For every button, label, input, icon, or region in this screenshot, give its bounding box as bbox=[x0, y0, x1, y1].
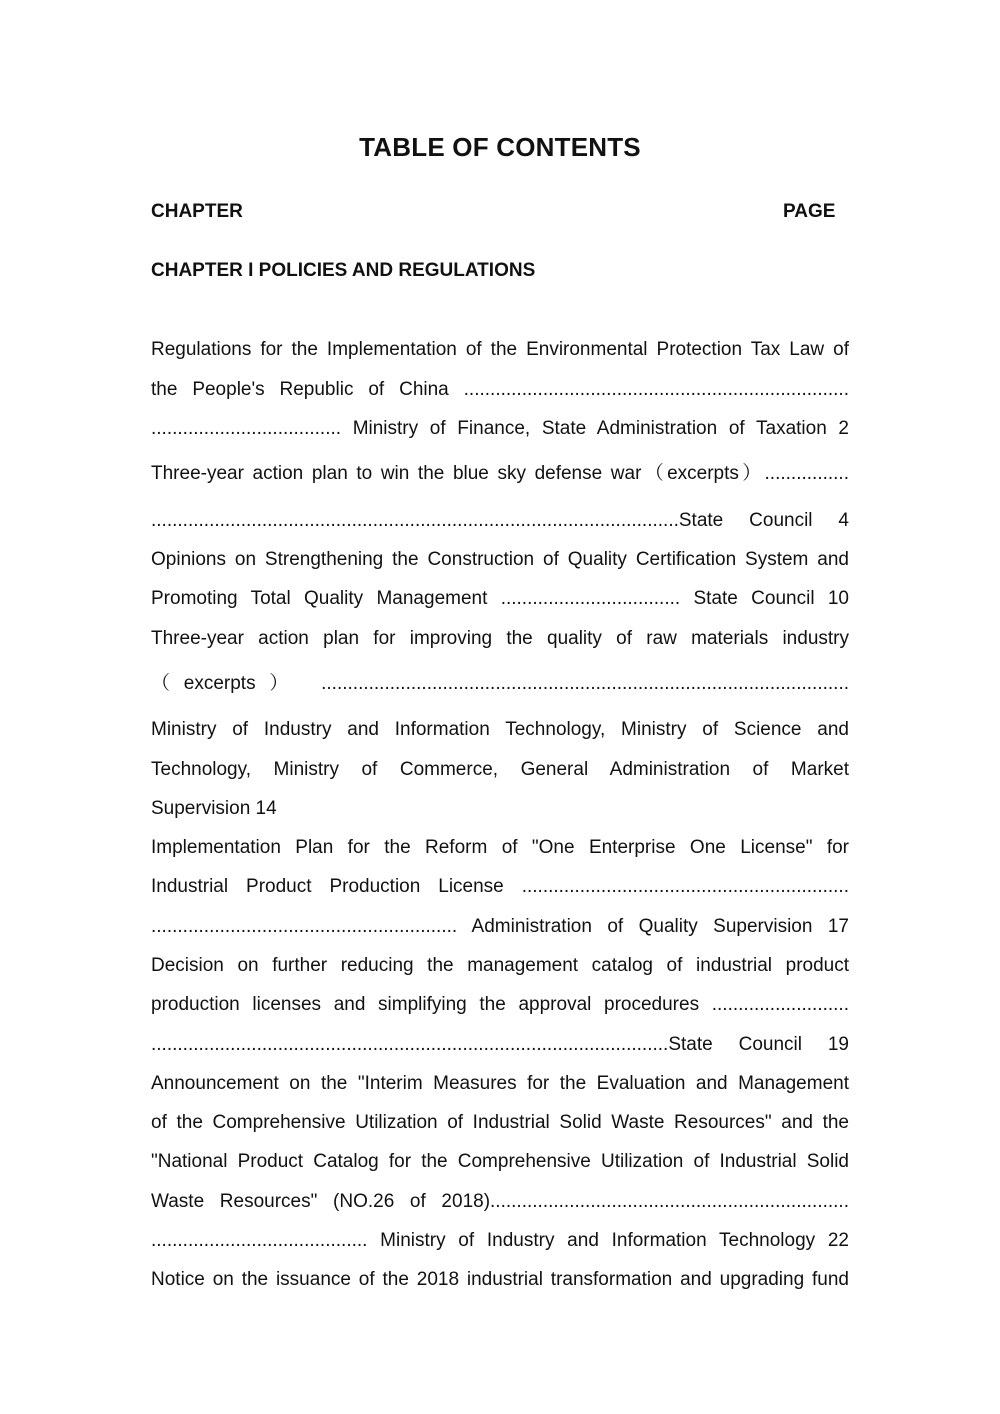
toc-line: .................................... Ministry of Finance, State Administration of Taxation 2 bbox=[151, 418, 849, 439]
toc-line: Industrial Product Production License .............................................................. bbox=[151, 876, 849, 897]
toc-line: Supervision 14 bbox=[151, 798, 277, 819]
page-title: TABLE OF CONTENTS bbox=[359, 132, 641, 162]
toc-line: ..................................................................................................State Council 19 bbox=[151, 1034, 849, 1055]
toc-line: the People's Republic of China ......................................................................... bbox=[151, 379, 849, 400]
toc-line: Notice on the issuance of the 2018 industrial transformation and upgrading fund bbox=[151, 1269, 849, 1290]
toc-line: Regulations for the Implementation of the Environmental Protection Tax Law of bbox=[151, 339, 849, 360]
toc-line: ......................................... Ministry of Industry and Information Technology 22 bbox=[151, 1230, 849, 1251]
toc-line: Three-year action plan for improving the quality of raw materials industry bbox=[151, 628, 849, 649]
toc-line: Technology, Ministry of Commerce, General Administration of Market bbox=[151, 759, 849, 780]
toc-line: of the Comprehensive Utilization of Industrial Solid Waste Resources" and the bbox=[151, 1112, 849, 1133]
toc-line: Opinions on Strengthening the Construction of Quality Certification System and bbox=[151, 549, 849, 570]
toc-line: production licenses and simplifying the approval procedures .......................... bbox=[151, 994, 849, 1015]
section-heading: CHAPTER I POLICIES AND REGULATIONS bbox=[151, 260, 536, 281]
toc-line: Three-year action plan to win the blue sky defense war（excerpts）................ bbox=[151, 463, 849, 484]
toc-line: "National Product Catalog for the Comprehensive Utilization of Industrial Solid bbox=[151, 1151, 849, 1172]
toc-line: Waste Resources" (NO.26 of 2018).................................................................... bbox=[151, 1191, 849, 1212]
chapter-column-header: CHAPTER bbox=[151, 201, 243, 222]
toc-line: Ministry of Industry and Information Technology, Ministry of Science and bbox=[151, 719, 849, 740]
toc-line: （excerpts） .................................................................................................... bbox=[151, 673, 849, 694]
toc-line: Announcement on the "Interim Measures for the Evaluation and Management bbox=[151, 1073, 849, 1094]
page-column-header: PAGE bbox=[783, 201, 836, 222]
toc-line: Promoting Total Quality Management .................................. State Council 10 bbox=[151, 588, 849, 609]
toc-line: ....................................................................................................State Council 4 bbox=[151, 510, 849, 531]
toc-line: Decision on further reducing the management catalog of industrial product bbox=[151, 955, 849, 976]
toc-line: Implementation Plan for the Reform of "One Enterprise One License" for bbox=[151, 837, 849, 858]
toc-line: .......................................................... Administration of Quality Supervision 17 bbox=[151, 916, 849, 937]
